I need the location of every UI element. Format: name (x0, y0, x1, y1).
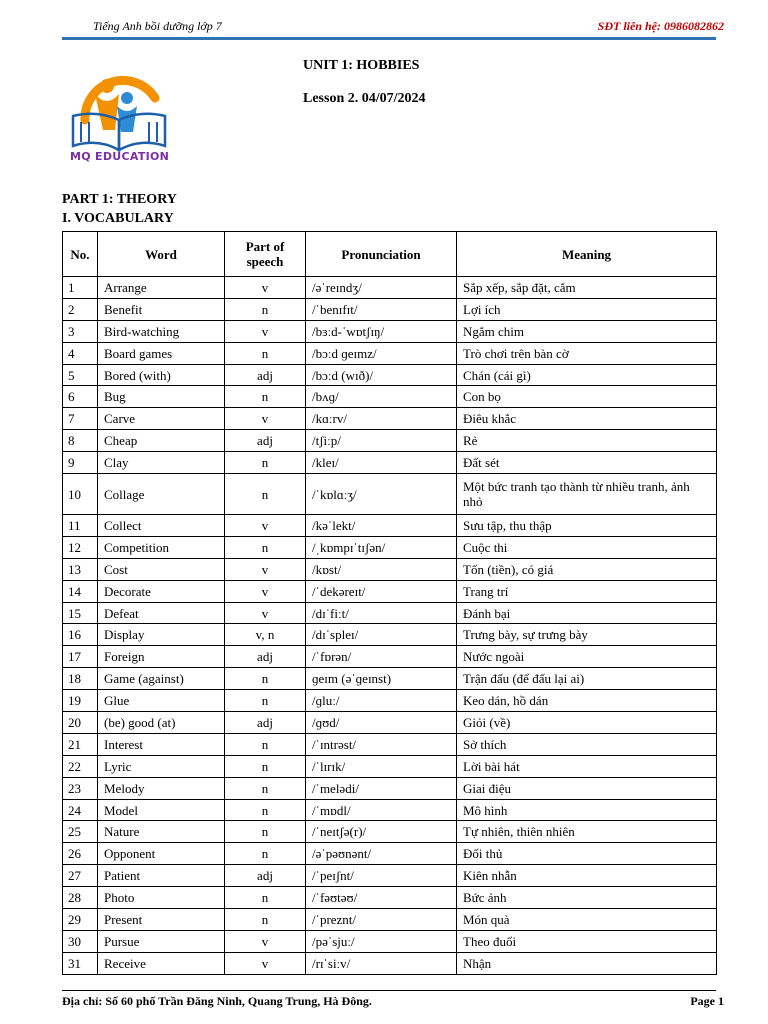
cell-pronunciation: /bɔːd ɡeɪmz/ (306, 342, 457, 364)
cell-pronunciation: /ˈmelədi/ (306, 777, 457, 799)
table-row (63, 712, 717, 734)
cell-meaning: Tốn (tiền), có giá (457, 558, 717, 580)
cell-word: Patient (98, 865, 225, 887)
cell-no: 26 (63, 843, 98, 865)
table-row (63, 474, 717, 515)
table-row (63, 909, 717, 931)
cell-no: 8 (63, 430, 98, 452)
cell-word: Bored (with) (98, 364, 225, 386)
table-row (63, 668, 717, 690)
table-row (63, 843, 717, 865)
cell-word: Display (98, 624, 225, 646)
cell-no: 23 (63, 777, 98, 799)
header-meaning: Meaning (457, 232, 717, 277)
cell-pronunciation: /pəˈsjuː/ (306, 930, 457, 952)
cell-part-of-speech: v (225, 952, 306, 974)
cell-meaning: Mô hình (457, 799, 717, 821)
cell-meaning: Sưu tập, thu thập (457, 515, 717, 537)
cell-no: 25 (63, 821, 98, 843)
cell-part-of-speech: v (225, 930, 306, 952)
table-row (63, 602, 717, 624)
cell-no: 13 (63, 558, 98, 580)
cell-meaning: Tự nhiên, thiên nhiên (457, 821, 717, 843)
header-word: Word (98, 232, 225, 277)
cell-word: Model (98, 799, 225, 821)
header-phone: SĐT liên hệ: 0986082862 (597, 19, 724, 33)
cell-meaning: Kiên nhẫn (457, 865, 717, 887)
footer-divider (62, 990, 716, 991)
cell-part-of-speech: adj (225, 712, 306, 734)
table-row (63, 298, 717, 320)
cell-no: 27 (63, 865, 98, 887)
cell-part-of-speech: n (225, 733, 306, 755)
cell-part-of-speech: n (225, 821, 306, 843)
cell-pronunciation: /dɪˈspleɪ/ (306, 624, 457, 646)
part-heading: PART 1: THEORY (62, 192, 177, 207)
table-row (63, 952, 717, 974)
section-heading: I. VOCABULARY (62, 211, 174, 226)
cell-no: 15 (63, 602, 98, 624)
cell-pronunciation: /ˈfəʊtəʊ/ (306, 887, 457, 909)
cell-pronunciation: /ˈpeɪʃnt/ (306, 865, 457, 887)
cell-word: Cheap (98, 430, 225, 452)
table-row (63, 342, 717, 364)
table-row (63, 320, 717, 342)
cell-word: Game (against) (98, 668, 225, 690)
table-row (63, 536, 717, 558)
cell-pronunciation: /ˈbenɪfɪt/ (306, 298, 457, 320)
cell-meaning: Chán (cái gì) (457, 364, 717, 386)
cell-part-of-speech: n (225, 536, 306, 558)
cell-part-of-speech: n (225, 755, 306, 777)
cell-no: 12 (63, 536, 98, 558)
cell-pronunciation: /ɡʊd/ (306, 712, 457, 734)
cell-meaning: Điêu khắc (457, 408, 717, 430)
table-row (63, 624, 717, 646)
cell-part-of-speech: adj (225, 430, 306, 452)
cell-meaning: Bức ảnh (457, 887, 717, 909)
cell-meaning: Theo đuổi (457, 930, 717, 952)
cell-word: Pursue (98, 930, 225, 952)
cell-part-of-speech: v (225, 558, 306, 580)
table-row (63, 515, 717, 537)
cell-part-of-speech: v (225, 277, 306, 299)
header-part-of-speech: Part of speech (225, 232, 306, 277)
table-row (63, 865, 717, 887)
table-row (63, 277, 717, 299)
table-row (63, 452, 717, 474)
table-row (63, 364, 717, 386)
cell-no: 3 (63, 320, 98, 342)
cell-meaning: Giỏi (về) (457, 712, 717, 734)
cell-meaning: Một bức tranh tạo thành từ nhiều tranh, ảnh nhỏ (457, 474, 717, 515)
cell-word: Cost (98, 558, 225, 580)
cell-no: 1 (63, 277, 98, 299)
cell-no: 24 (63, 799, 98, 821)
cell-meaning: Đánh bại (457, 602, 717, 624)
lesson-title: Lesson 2. 04/07/2024 (303, 91, 426, 106)
cell-pronunciation: /əˈpəʊnənt/ (306, 843, 457, 865)
cell-no: 10 (63, 474, 98, 515)
cell-meaning: Trò chơi trên bàn cờ (457, 342, 717, 364)
cell-word: Board games (98, 342, 225, 364)
table-row (63, 558, 717, 580)
cell-part-of-speech: n (225, 909, 306, 931)
cell-part-of-speech: n (225, 298, 306, 320)
cell-word: Bug (98, 386, 225, 408)
cell-pronunciation: /dɪˈfiːt/ (306, 602, 457, 624)
cell-part-of-speech: n (225, 777, 306, 799)
cell-no: 14 (63, 580, 98, 602)
table-row (63, 408, 717, 430)
cell-word: Receive (98, 952, 225, 974)
cell-no: 6 (63, 386, 98, 408)
cell-part-of-speech: v (225, 602, 306, 624)
cell-word: Foreign (98, 646, 225, 668)
cell-pronunciation: /tʃiːp/ (306, 430, 457, 452)
cell-no: 11 (63, 515, 98, 537)
table-row (63, 755, 717, 777)
table-header-row (63, 232, 717, 277)
cell-pronunciation: /ˌkɒmpɪˈtɪʃən/ (306, 536, 457, 558)
cell-pronunciation: /ɡluː/ (306, 690, 457, 712)
cell-part-of-speech: n (225, 342, 306, 364)
cell-pronunciation: /ˈmɒdl/ (306, 799, 457, 821)
cell-pronunciation: /ˈkɒlɑːʒ/ (306, 474, 457, 515)
cell-meaning: Keo dán, hồ dán (457, 690, 717, 712)
cell-no: 21 (63, 733, 98, 755)
cell-part-of-speech: n (225, 887, 306, 909)
cell-part-of-speech: adj (225, 364, 306, 386)
cell-meaning: Đối thủ (457, 843, 717, 865)
cell-word: Glue (98, 690, 225, 712)
cell-pronunciation: /kleɪ/ (306, 452, 457, 474)
cell-no: 31 (63, 952, 98, 974)
header-subject: Tiếng Anh bồi dưỡng lớp 7 (93, 19, 222, 33)
cell-part-of-speech: n (225, 799, 306, 821)
cell-no: 30 (63, 930, 98, 952)
cell-no: 22 (63, 755, 98, 777)
vocabulary-table (62, 231, 717, 975)
table-row (63, 580, 717, 602)
cell-part-of-speech: adj (225, 865, 306, 887)
table-row (63, 430, 717, 452)
cell-part-of-speech: n (225, 386, 306, 408)
cell-meaning: Sắp xếp, sắp đặt, cắm (457, 277, 717, 299)
cell-meaning: Giai điệu (457, 777, 717, 799)
table-row (63, 646, 717, 668)
cell-meaning: Rẻ (457, 430, 717, 452)
cell-part-of-speech: v, n (225, 624, 306, 646)
cell-word: Collect (98, 515, 225, 537)
cell-word: Decorate (98, 580, 225, 602)
cell-meaning: Lời bài hát (457, 755, 717, 777)
cell-word: Opponent (98, 843, 225, 865)
cell-no: 2 (63, 298, 98, 320)
cell-word: Benefit (98, 298, 225, 320)
cell-pronunciation: ɡeɪm (əˈɡeɪnst) (306, 668, 457, 690)
cell-word: Arrange (98, 277, 225, 299)
cell-word: (be) good (at) (98, 712, 225, 734)
header-pronunciation: Pronunciation (306, 232, 457, 277)
cell-pronunciation: /kɑːrv/ (306, 408, 457, 430)
cell-meaning: Con bọ (457, 386, 717, 408)
cell-pronunciation: /kɒst/ (306, 558, 457, 580)
cell-pronunciation: /ˈlɪrɪk/ (306, 755, 457, 777)
cell-meaning: Món quà (457, 909, 717, 931)
cell-pronunciation: /kəˈlekt/ (306, 515, 457, 537)
cell-part-of-speech: adj (225, 646, 306, 668)
cell-no: 16 (63, 624, 98, 646)
cell-word: Lyric (98, 755, 225, 777)
cell-word: Present (98, 909, 225, 931)
cell-meaning: Nhận (457, 952, 717, 974)
cell-meaning: Trận đấu (để đấu lại ai) (457, 668, 717, 690)
footer-address: Địa chỉ: Số 60 phố Trần Đăng Ninh, Quang Trung, Hà Đông. (62, 994, 372, 1008)
table-row (63, 930, 717, 952)
cell-meaning: Đất sét (457, 452, 717, 474)
cell-part-of-speech: v (225, 320, 306, 342)
cell-pronunciation: /ˈɪntrəst/ (306, 733, 457, 755)
cell-pronunciation: /əˈreɪndʒ/ (306, 277, 457, 299)
cell-meaning: Nước ngoài (457, 646, 717, 668)
cell-word: Interest (98, 733, 225, 755)
cell-part-of-speech: n (225, 843, 306, 865)
cell-word: Competition (98, 536, 225, 558)
cell-word: Bird-watching (98, 320, 225, 342)
logo-text: MQ EDUCATION (70, 150, 170, 163)
cell-no: 5 (63, 364, 98, 386)
cell-no: 9 (63, 452, 98, 474)
cell-pronunciation: /bɜːd-ˈwɒtʃɪŋ/ (306, 320, 457, 342)
cell-part-of-speech: v (225, 515, 306, 537)
cell-part-of-speech: n (225, 452, 306, 474)
cell-pronunciation: /bɔːd (wɪð)/ (306, 364, 457, 386)
cell-no: 19 (63, 690, 98, 712)
cell-pronunciation: /ˈdekəreɪt/ (306, 580, 457, 602)
cell-part-of-speech: n (225, 690, 306, 712)
table-row (63, 690, 717, 712)
cell-no: 18 (63, 668, 98, 690)
cell-word: Clay (98, 452, 225, 474)
unit-title: UNIT 1: HOBBIES (303, 58, 420, 73)
cell-word: Nature (98, 821, 225, 843)
cell-pronunciation: /bʌɡ/ (306, 386, 457, 408)
cell-meaning: Ngắm chim (457, 320, 717, 342)
cell-pronunciation: /ˈneɪtʃə(r)/ (306, 821, 457, 843)
cell-pronunciation: /ˈpreznt/ (306, 909, 457, 931)
cell-part-of-speech: v (225, 408, 306, 430)
cell-no: 28 (63, 887, 98, 909)
table-row (63, 821, 717, 843)
table-row (63, 386, 717, 408)
cell-no: 17 (63, 646, 98, 668)
cell-pronunciation: /ˈfɒrən/ (306, 646, 457, 668)
header-divider (62, 37, 716, 40)
cell-no: 7 (63, 408, 98, 430)
cell-meaning: Cuộc thi (457, 536, 717, 558)
cell-meaning: Lợi ích (457, 298, 717, 320)
cell-word: Carve (98, 408, 225, 430)
header-no: No. (63, 232, 98, 277)
cell-part-of-speech: n (225, 474, 306, 515)
table-row (63, 777, 717, 799)
cell-no: 20 (63, 712, 98, 734)
cell-word: Melody (98, 777, 225, 799)
cell-meaning: Trưng bày, sự trưng bày (457, 624, 717, 646)
cell-part-of-speech: v (225, 580, 306, 602)
cell-no: 4 (63, 342, 98, 364)
cell-meaning: Sở thích (457, 733, 717, 755)
cell-word: Defeat (98, 602, 225, 624)
cell-part-of-speech: n (225, 668, 306, 690)
page-number: Page 1 (690, 994, 724, 1008)
cell-word: Collage (98, 474, 225, 515)
cell-meaning: Trang trí (457, 580, 717, 602)
table-row (63, 887, 717, 909)
cell-no: 29 (63, 909, 98, 931)
cell-pronunciation: /rɪˈsiːv/ (306, 952, 457, 974)
cell-word: Photo (98, 887, 225, 909)
table-row (63, 799, 717, 821)
table-row (63, 733, 717, 755)
